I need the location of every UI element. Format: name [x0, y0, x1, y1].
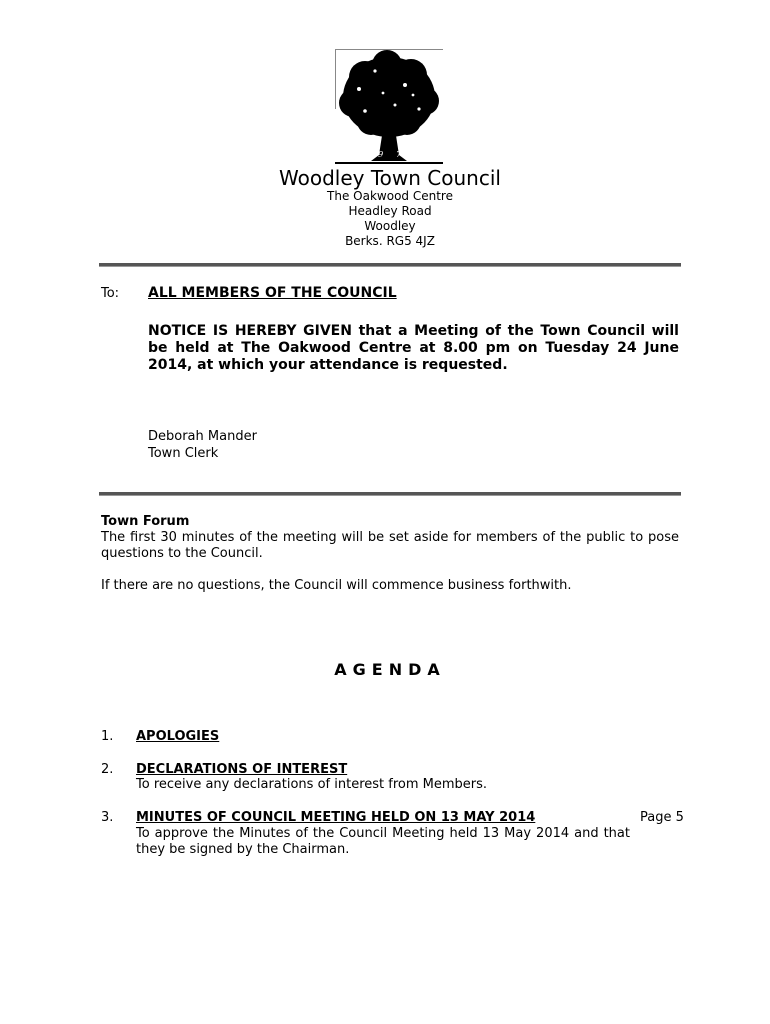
agenda-item-number: 3. [101, 810, 114, 825]
agenda-item-page: Page 5 [640, 810, 684, 825]
agenda-item-description: To approve the Minutes of the Council Meeting held 13 May 2014 and that they be signed by the Chairman. [136, 826, 630, 857]
recipients: ALL MEMBERS OF THE COUNCIL [148, 285, 397, 301]
agenda-item-title: MINUTES OF COUNCIL MEETING HELD ON 13 MAY 2014 [136, 810, 536, 825]
town-forum-text-2: If there are no questions, the Council will commence business forthwith. [101, 578, 572, 593]
logo-year-left: 19 [373, 150, 384, 159]
agenda-heading: AGENDA [334, 660, 446, 679]
oak-tree-logo-icon [335, 49, 443, 165]
signatory-title: Town Clerk [148, 446, 219, 461]
divider [99, 263, 681, 267]
divider [99, 492, 681, 496]
org-name: Woodley Town Council [279, 166, 501, 190]
address-line-1: The Oakwood Centre [327, 189, 453, 203]
agenda-item-description: To receive any declarations of interest from Members. [136, 777, 488, 792]
council-logo [335, 49, 443, 165]
town-forum-text: The first 30 minutes of the meeting will be set aside for members of the public to pose questions to the Council. [101, 530, 679, 561]
signatory-name: Deborah Mander [148, 429, 257, 444]
address-line-3: Woodley [364, 219, 416, 233]
logo-year-right: 74 [396, 150, 407, 159]
address-line-4: Berks. RG5 4JZ [345, 234, 435, 248]
address-line-2: Headley Road [348, 204, 432, 218]
agenda-item-number: 2. [101, 762, 114, 777]
agenda-item-title: DECLARATIONS OF INTEREST [136, 762, 348, 777]
to-label: To: [101, 286, 120, 301]
notice-text: NOTICE IS HEREBY GIVEN that a Meeting of the Town Council will be held at The Oakwood Centre at 8.00 pm on Tuesday 24 June 2014, at which your attendance is requested. [148, 323, 679, 373]
town-forum-title: Town Forum [101, 514, 190, 529]
agenda-item-title: APOLOGIES [136, 729, 220, 744]
agenda-item-number: 1. [101, 729, 114, 744]
